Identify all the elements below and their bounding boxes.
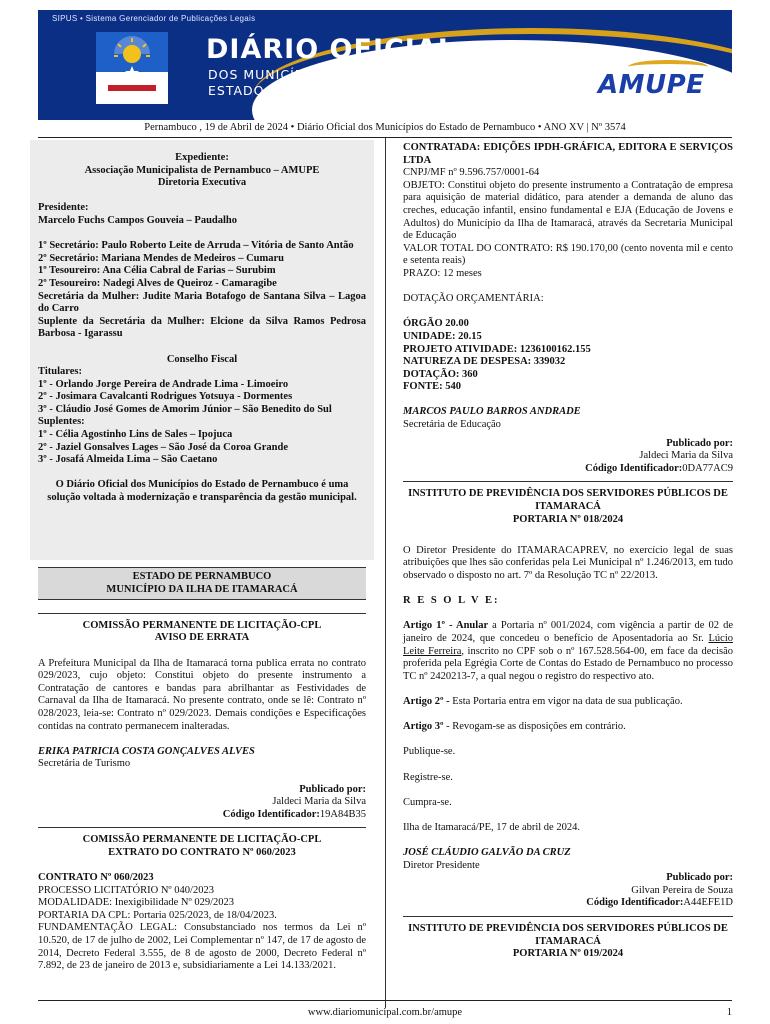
prazo-text: PRAZO: 12 meses (403, 267, 482, 279)
board-item: 2º Secretário: Mariana Mendes de Medeiros – Cumaru (38, 252, 284, 264)
publique-text: Publique-se. (403, 746, 456, 758)
pub2-label: Publicado por: (666, 437, 733, 449)
cnpj: CNPJ/MF nº 9.596.757/0001-64 (403, 167, 540, 179)
conselho-heading: Conselho Fiscal (166, 353, 238, 365)
resolve-heading: R E S O L V E: (403, 595, 500, 607)
board-item: 1º Tesoureiro: Ana Célia Cabral de Farias – Surubim (38, 265, 276, 277)
presidente-label: Presidente: (38, 202, 89, 214)
pub3-code: Código Identificador:A44EFE1D (586, 897, 733, 909)
contrato-line: PROCESSO LICITATÓRIO Nº 040/2023 (38, 884, 214, 896)
errata-text: A Prefeitura Municipal da Ilha de Itamaracá torna publica errata no contrato 029/2023, cujo objeto: Constitui objeto do presente instrumento a Contratação de cantores e bandas para abrilhantar as Festividades de Carnaval da Ilha de Itamaracá. No presente contrato, onde se lê: Contrato nº 028/2023, leia-se: Contrato nº 029/2023. Demais condições e Especificações contidas na contrato permanecem inalteradas. (38, 657, 366, 732)
orcamento-line: PROJETO ATIVIDADE: 1236100162.155 (403, 343, 591, 355)
suplente-item: 3º - Josafá Almeida Lima – São Caetano (38, 454, 218, 466)
org-name: Associação Municipalista de Pernambuco – AMUPE (84, 164, 320, 176)
contrato-line: PORTARIA DA CPL: Portaria 025/2023, de 18/04/2023. (38, 909, 277, 921)
pub2-code: Código Identificador:0DA77AC9 (585, 462, 733, 474)
pub3-name: Gilvan Pereira de Souza (631, 884, 733, 896)
signer2-role: Secretária de Educação (403, 419, 501, 431)
slogan: O Diário Oficial dos Municípios do Estado de Pernambuco é uma solução voltada à modernização e transparência da gestão municipal. (47, 479, 357, 504)
artigo-2: Artigo 2º - Esta Portaria entra em vigor na data de sua publicação. (403, 695, 683, 707)
municipio-section (38, 567, 366, 973)
suplente-item: 1º - Célia Agostinho Lins de Sales – Ipojuca (38, 429, 233, 441)
orcamento-line: NATUREZA DE DESPESA: 339032 (403, 356, 566, 368)
board-item: Secretária da Mulher: Judite Maria Botafogo de Santana Silva – Lagoa do Carro (38, 290, 366, 315)
cpl1-subtitle: AVISO DE ERRATA (154, 632, 250, 644)
contrato-heading: CONTRATO Nº 060/2023 (38, 872, 154, 884)
dateline: Pernambuco , 19 de Abril de 2024 • Diário Oficial dos Municípios do Estado de Pernambuco • ANO XV | Nº 3574 (144, 122, 626, 133)
amupe-logo: AMUPE (598, 70, 705, 100)
signer2-name: MARCOS PAULO BARROS ANDRADE (403, 406, 581, 418)
contrato-line: MODALIDADE: Inexigibilidade Nº 029/2023 (38, 897, 235, 909)
orcamento-line: ÓRGÃO 20.00 (403, 318, 469, 330)
footer-divider (38, 1000, 732, 1001)
cpl1-title: COMISSÃO PERMANENTE DE LICITAÇÃO-CPL (82, 619, 322, 631)
local-data: Ilha de Itamaracá/PE, 17 de abril de 2024. (403, 821, 580, 833)
valor-text: VALOR TOTAL DO CONTRATO: R$ 190.170,00 (cento noventa mil e cento e setenta reais) (403, 242, 733, 267)
suplentes-label: Suplentes: (38, 416, 85, 428)
header-banner (38, 10, 732, 120)
fundamentacao-text: FUNDAMENTAÇÃO LEGAL: Consubstanciado nos termos da Lei nº 10.520, de 17 de julho de 2002, Lei Complementar nº 147, de 17 de agosto de 2014, Decreto Federal 3.555, de 8 de agosto de 2000, Decreto Federal nº 7.892, de 23 de janeiro de 2013 e, subsidiariamente a Lei 14.133/2021. (38, 922, 366, 972)
publication-subtitle-1: DOS MUNICÍPIOS DO (208, 67, 355, 82)
municipio-header (38, 567, 366, 600)
board-list (38, 240, 366, 341)
presidente-name: Marcelo Fuchs Campos Gouveia – Paudalho (38, 214, 238, 226)
publication-title: DIÁRIO OFICIAL (206, 34, 456, 65)
inst1-subtitle: PORTARIA Nº 018/2024 (512, 513, 624, 525)
pub1-name: Jaldeci Maria da Silva (272, 796, 366, 808)
registre-text: Registre-se. (403, 771, 453, 783)
inst2-title: INSTITUTO DE PREVIDÊNCIA DOS SERVIDORES PÚBLICOS DE ITAMARACÁ (408, 923, 728, 947)
page-number: 1 (726, 1007, 732, 1018)
titular-item: 2º - Josimara Cavalcanti Rodrigues Yotsuya - Dormentes (38, 391, 293, 403)
diretor-text: O Diretor Presidente do ITAMARACAPREV, no exercício legal de suas atribuições que lhes são conferidas pela Lei Municipal nº 1.246/2013, em tudo observado o disposto no art. 7º da Resolução TC nº 22/2013. (403, 544, 733, 581)
expediente-heading: Expediente: (175, 152, 229, 163)
pub2-name: Jaldeci Maria da Silva (639, 450, 733, 462)
pub3-label: Publicado por: (666, 872, 733, 884)
suplente-item: 2º - Jaziel Gonsalves Lages – São José da Coroa Grande (38, 441, 289, 453)
right-column (403, 142, 733, 961)
titular-item: 1º - Orlando Jorge Pereira de Andrade Lima - Limoeiro (38, 378, 289, 390)
cumpra-text: Cumpra-se. (403, 796, 452, 808)
signer1-role: Secretária de Turismo (38, 758, 131, 770)
diretoria-label: Diretoria Executiva (157, 177, 247, 189)
pub1-code: Código Identificador:19A84B35 (222, 808, 366, 820)
board-item: 1º Secretário: Paulo Roberto Leite de Arruda – Vitória de Santo Antão (38, 240, 354, 252)
inst2-subtitle: PORTARIA Nº 019/2024 (512, 948, 624, 960)
signer3-role: Diretor Presidente (403, 859, 480, 871)
footer-url[interactable]: www.diariomunicipal.com.br/amupe (307, 1007, 463, 1018)
artigo-1: Artigo 1º - Anular a Portaria nº 001/2024, com vigência a partir de 02 de janeiro de 2024, que concedeu o benefício de Aposentadoria ao Sr. Lúcio Leite Ferreira, inscrito no CPF sob o nº 167.528.564-00, em face da decisão proferida pela Egrégia Corte de Contas do Estado de Pernambuco no processo TC nº 2420213-7, a qual negou o registro do respectivo ato. (403, 620, 733, 682)
pernambuco-flag-icon (96, 32, 168, 104)
objeto-text: OBJETO: Constitui objeto do presente instrumento a Contratação de empresa para aquisição de material didático, para atender a demanda de aluno das creches, educação infantil, ensino fundamental e EJA (Educação de Jovens e Adultos) do Município da Ilha de Itamaracá, através da Secretaria Municipal de Educação (403, 179, 733, 242)
titulares-label: Titulares: (38, 366, 82, 378)
contratada: CONTRATADA: EDIÇÕES IPDH-GRÁFICA, EDITORA E SERVIÇOS LTDA (403, 142, 733, 166)
inst1-title: INSTITUTO DE PREVIDÊNCIA DOS SERVIDORES PÚBLICOS DE ITAMARACÁ (408, 488, 728, 513)
titular-item: 3º - Cláudio José Gomes de Amorim Júnior – São Benedito do Sul (38, 403, 332, 415)
estado-title: ESTADO DE PERNAMBUCO (132, 571, 272, 582)
orcamento-line: DOTAÇÃO: 360 (403, 368, 478, 380)
pub1-label: Publicado por: (299, 783, 366, 795)
signer3-name: JOSÉ CLÁUDIO GALVÃO DA CRUZ (403, 847, 571, 859)
left-column (38, 152, 366, 505)
artigo-3: Artigo 3º - Revogam-se as disposições em contrário. (403, 721, 626, 733)
cpl2-title: COMISSÃO PERMANENTE DE LICITAÇÃO-CPL (82, 834, 322, 846)
dotacao-heading: DOTAÇÃO ORÇAMENTÁRIA: (403, 293, 544, 305)
orcamento-line: FONTE: 540 (403, 381, 462, 393)
sipus-tagline: SIPUS • Sistema Gerenciador de Publicações Legais (52, 14, 256, 23)
publication-subtitle-2: ESTADO DE PERNAMBUCO (208, 83, 394, 98)
orcamento-line: UNIDADE: 20.15 (403, 330, 482, 342)
cpl2-subtitle: EXTRATO DO CONTRATO Nº 060/2023 (108, 846, 296, 858)
column-divider (385, 138, 386, 1008)
signer1-name: ERIKA PATRICIA COSTA GONÇALVES ALVES (38, 745, 255, 757)
board-item: Suplente da Secretária da Mulher: Elcione da Silva Ramos Pedrosa Barbosa - Igarassu (38, 315, 366, 340)
board-item: 2º Tesoureiro: Nadegi Alves de Queiroz - Camaragibe (38, 277, 277, 289)
municipio-title: MUNICÍPIO DA ILHA DE ITAMARACÁ (106, 583, 298, 595)
